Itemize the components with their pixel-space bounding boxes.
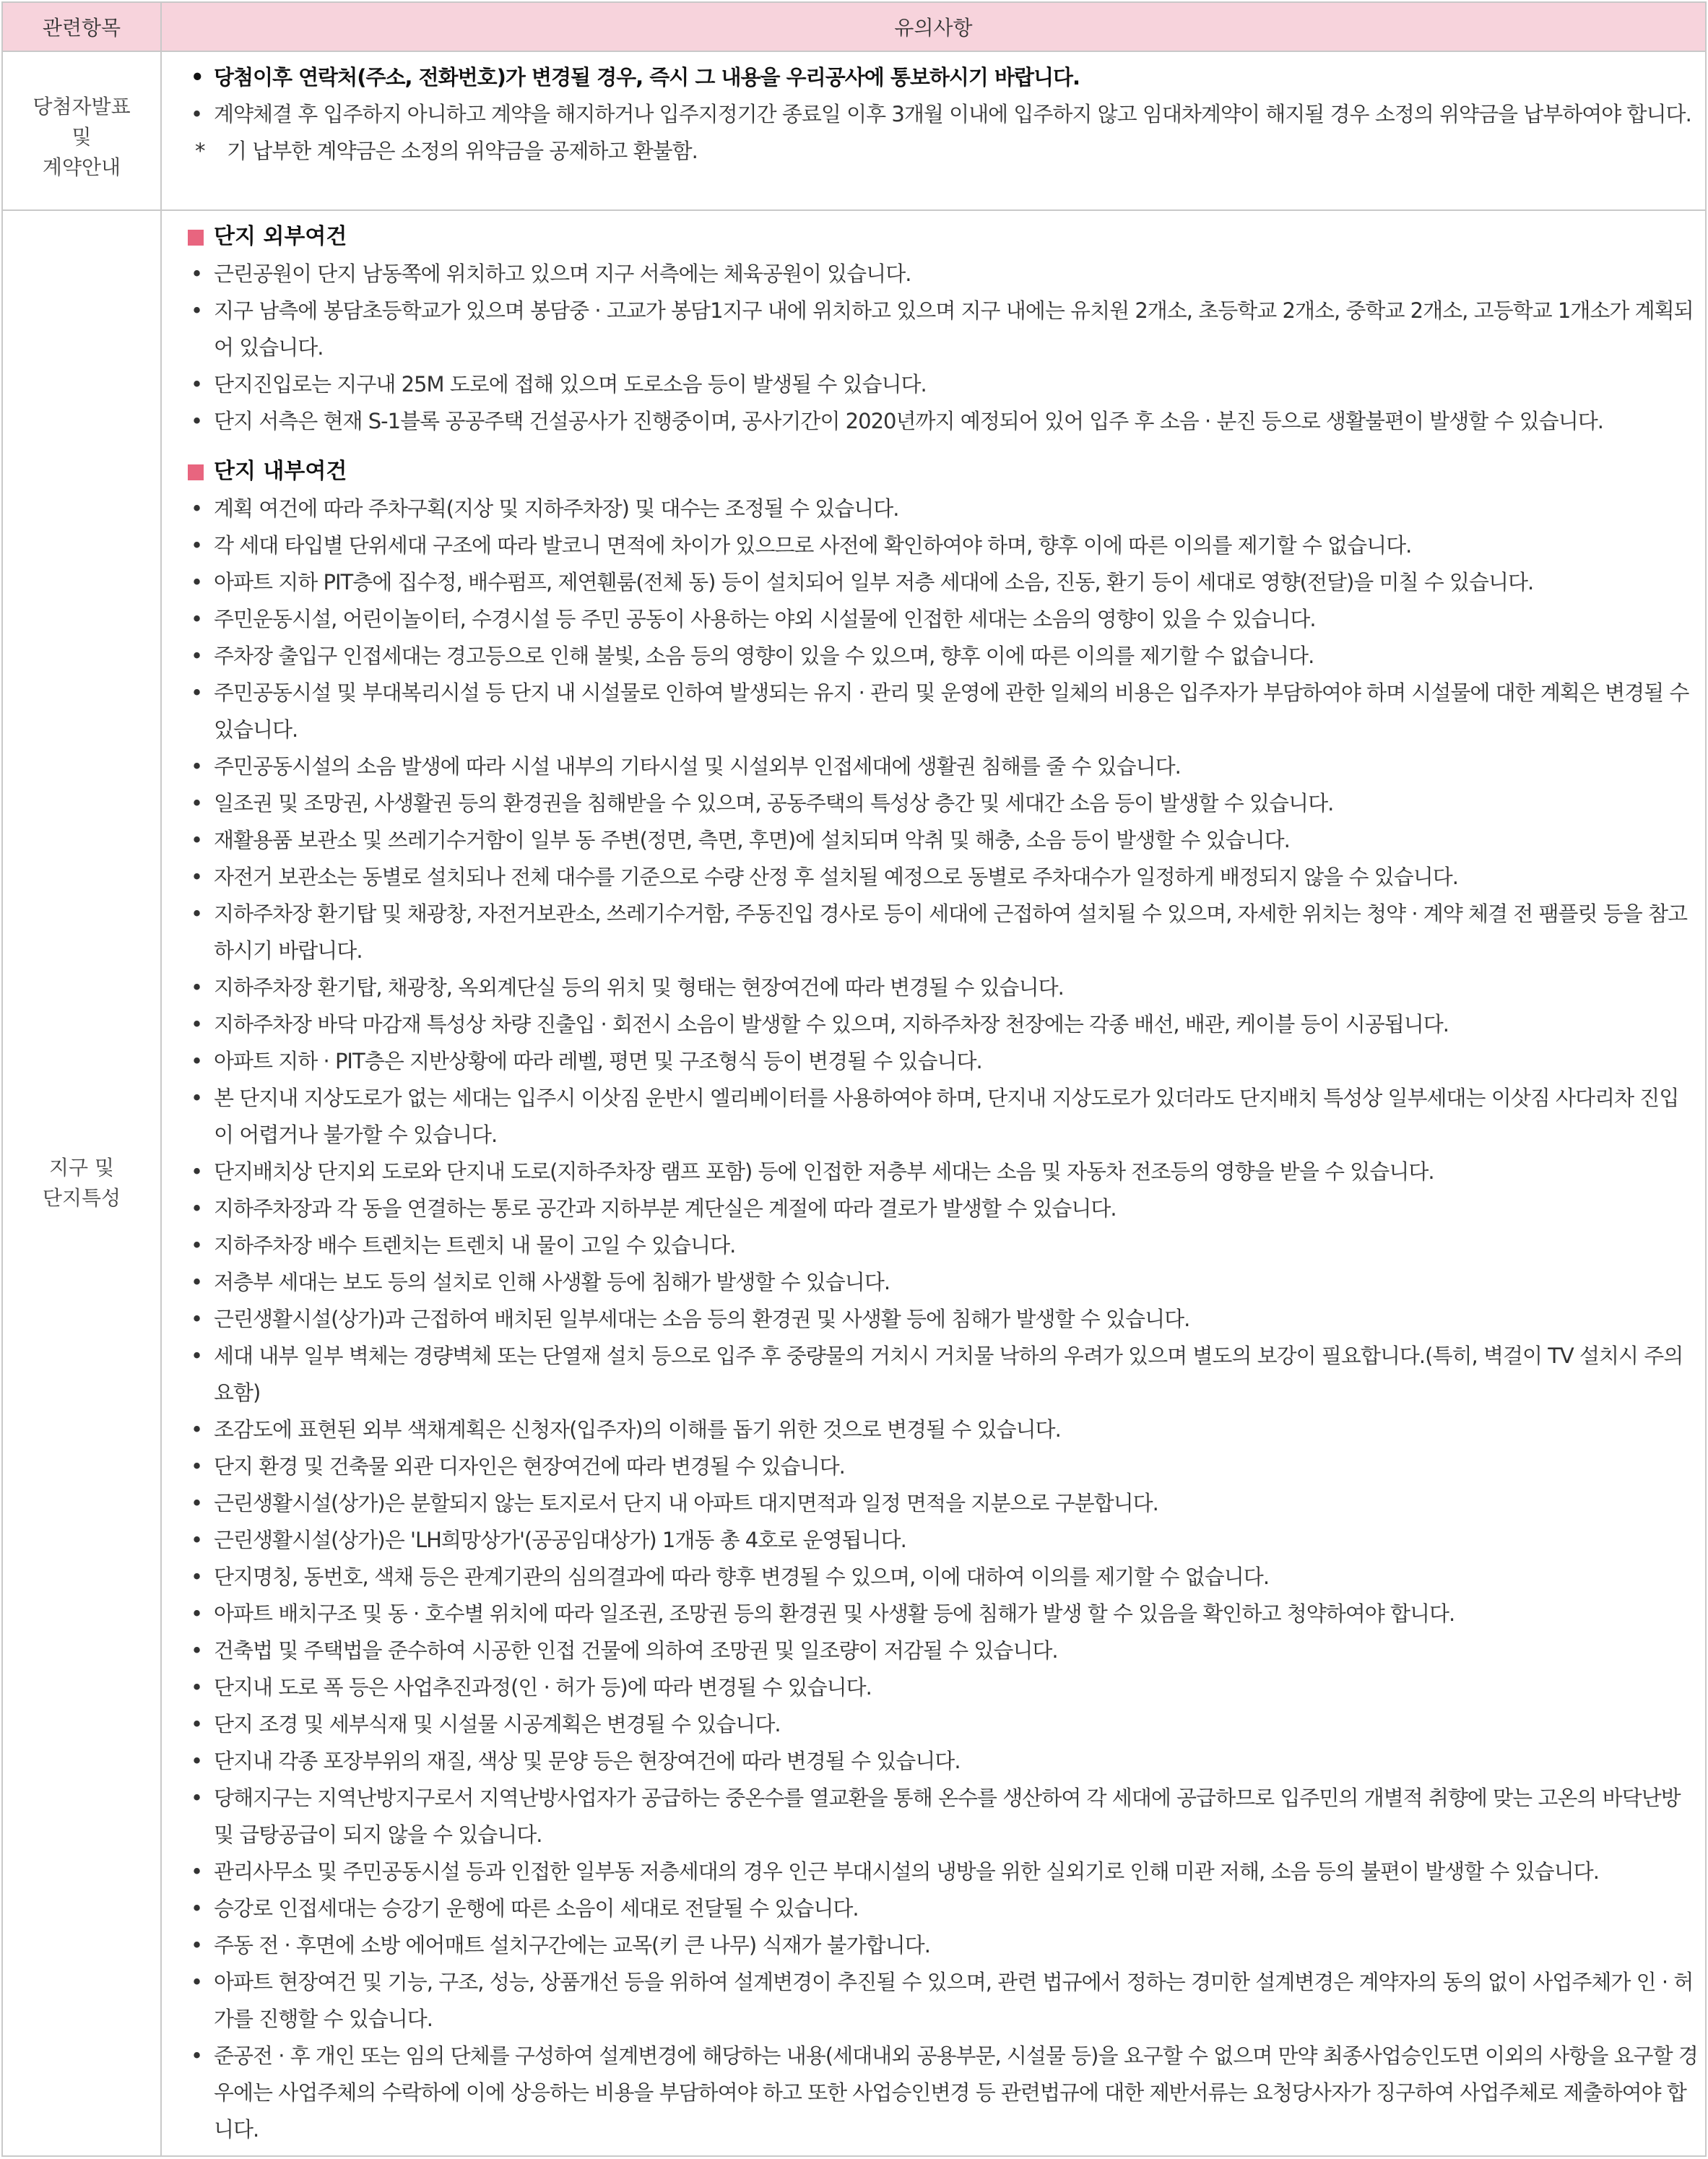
notice-item: • 주차장 출입구 인접세대는 경고등으로 인해 불빛, 소음 등의 영향이 있을 수 있으며, 향후 이에 따른 이의를 제기할 수 없습니다. (162, 638, 1698, 675)
section-heading-internal (162, 453, 1698, 490)
row-site (2, 210, 1706, 2156)
note-text: 기 납부한 계약금은 소정의 위약금을 공제하고 환불함. (227, 139, 698, 163)
header-notes: 유의사항 (161, 2, 1706, 51)
section-title: 단지 내부여건 (214, 459, 347, 484)
notice-item: • 조감도에 표현된 외부 색채계획은 신청자(입주자)의 이해를 돕기 위한 것으로 변경될 수 있습니다. (162, 1411, 1698, 1448)
notice-item: • 단지내 도로 폭 등은 사업추진과정(인 · 허가 등)에 따라 변경될 수 있습니다. (162, 1669, 1698, 1706)
notice-item: • 단지 조경 및 세부식재 및 시설물 시공계획은 변경될 수 있습니다. (162, 1706, 1698, 1743)
section-marker-icon (188, 464, 204, 480)
notice-item: • 건축법 및 주택법을 준수하여 시공한 인접 건물에 의하여 조망권 및 일조량이 저감될 수 있습니다. (162, 1632, 1698, 1669)
internal-conditions-list (162, 490, 1698, 2148)
notice-item: • 단지배치상 단지외 도로와 단지내 도로(지하주차장 램프 포함) 등에 인접한 저층부 세대는 소음 및 자동차 전조등의 영향을 받을 수 있습니다. (162, 1154, 1698, 1190)
notice-item: • 근린생활시설(상가)은 분할되지 않는 토지로서 단지 내 아파트 대지면적과 일정 면적을 지분으로 구분합니다. (162, 1485, 1698, 1522)
notice-item: • 주민운동시설, 어린이놀이터, 수경시설 등 주민 공동이 사용하는 야외 시설물에 인접한 세대는 소음의 영향이 있을 수 있습니다. (162, 601, 1698, 638)
notice-item: • 자전거 보관소는 동별로 설치되나 전체 대수를 기준으로 수량 산정 후 설치될 예정으로 동별로 주차대수가 일정하게 배정되지 않을 수 있습니다. (162, 859, 1698, 896)
notice-item: • 지하주차장 바닥 마감재 특성상 차량 진출입 · 회전시 소음이 발생할 수 있으며, 지하주차장 천장에는 각종 배선, 배관, 케이블 등이 시공됩니다. (162, 1006, 1698, 1043)
notice-item: • 지하주차장과 각 동을 연결하는 통로 공간과 지하부분 계단실은 계절에 따라 결로가 발생할 수 있습니다. (162, 1190, 1698, 1227)
notice-item: • 단지명칭, 동번호, 색채 등은 관계기관의 심의결과에 따라 향후 변경될 수 있으며, 이에 대하여 이의를 제기할 수 없습니다. (162, 1559, 1698, 1596)
notice-item: • 저층부 세대는 보도 등의 설치로 인해 사생활 등에 침해가 발생할 수 있습니다. (162, 1264, 1698, 1301)
notice-item: • 계획 여건에 따라 주차구획(지상 및 지하주차장) 및 대수는 조정될 수 있습니다. (162, 490, 1698, 527)
note-mark: * (195, 139, 205, 163)
notice-item: • 단지 환경 및 건축물 외관 디자인은 현장여건에 따라 변경될 수 있습니다. (162, 1448, 1698, 1485)
notice-item: • 계약체결 후 입주하지 아니하고 계약을 해지하거나 입주지정기간 종료일 이후 3개월 이내에 입주하지 않고 임대차계약이 해지될 경우 소정의 위약금을 납부하여야 합니다. (162, 96, 1698, 133)
notice-item: • 지하주차장 환기탑, 채광창, 옥외계단실 등의 위치 및 형태는 현장여건에 따라 변경될 수 있습니다. (162, 969, 1698, 1006)
section-title: 단지 외부여건 (214, 224, 347, 249)
category-site (2, 210, 161, 2156)
notice-item: • 준공전 · 후 개인 또는 임의 단체를 구성하여 설계변경에 해당하는 내용(세대내외 공용부문, 시설물 등)을 요구할 수 없으며 만약 최종사업승인도면 이외의 사항을 요구할 경우에는 사업주체의 수락하에 이에 상응하는 비용을 부담하여야 하고 또한 사업승인변경 등 관련법규에 대한 제반서류는 요청당사자가 징구하여 사업주체로 제출하여야 합니다. (162, 2038, 1698, 2148)
category-line: 지구 및 (48, 1156, 115, 1180)
header-category: 관련항목 (2, 2, 161, 51)
notice-item: • 주민공동시설의 소음 발생에 따라 시설 내부의 기타시설 및 시설외부 인접세대에 생활권 침해를 줄 수 있습니다. (162, 748, 1698, 785)
notice-item: • 아파트 지하 · PIT층은 지반상황에 따라 레벨, 평면 및 구조형식 등이 변경될 수 있습니다. (162, 1043, 1698, 1080)
notice-item: • 근린생활시설(상가)과 근접하여 배치된 일부세대는 소음 등의 환경권 및 사생활 등에 침해가 발생할 수 있습니다. (162, 1301, 1698, 1338)
notice-item: • 일조권 및 조망권, 사생활권 등의 환경권을 침해받을 수 있으며, 공동주택의 특성상 층간 및 세대간 소음 등이 발생할 수 있습니다. (162, 785, 1698, 822)
notice-table (1, 1, 1707, 2157)
notice-item: • 근린공원이 단지 남동쪽에 위치하고 있으며 지구 서측에는 체육공원이 있습니다. (162, 256, 1698, 293)
notice-item: • 지하주차장 환기탑 및 채광창, 자전거보관소, 쓰레기수거함, 주동진입 경사로 등이 세대에 근접하여 설치될 수 있으며, 자세한 위치는 청약 · 계약 체결 전 팸플릿 등을 참고하시기 바랍니다. (162, 896, 1698, 969)
notes-announcement (161, 51, 1706, 210)
notice-item: • 본 단지내 지상도로가 없는 세대는 입주시 이삿짐 운반시 엘리베이터를 사용하여야 하며, 단지내 지상도로가 있더라도 단지배치 특성상 일부세대는 이삿짐 사다리차 진입이 어렵거나 불가할 수 있습니다. (162, 1080, 1698, 1154)
refund-note (162, 133, 1698, 170)
notice-item: • 당첨이후 연락처(주소, 전화번호)가 변경될 경우, 즉시 그 내용을 우리공사에 통보하시기 바랍니다. (162, 59, 1698, 96)
notice-item: • 관리사무소 및 주민공동시설 등과 인접한 일부동 저층세대의 경우 인근 부대시설의 냉방을 위한 실외기로 인해 미관 저해, 소음 등의 불편이 발생할 수 있습니다. (162, 1853, 1698, 1890)
notice-item: • 각 세대 타입별 단위세대 구조에 따라 발코니 면적에 차이가 있으므로 사전에 확인하여야 하며, 향후 이에 따른 이의를 제기할 수 없습니다. (162, 527, 1698, 564)
announcement-list (162, 59, 1698, 170)
notice-item: • 주동 전 · 후면에 소방 에어매트 설치구간에는 교목(키 큰 나무) 식재가 불가합니다. (162, 1927, 1698, 1964)
notice-item: • 당해지구는 지역난방지구로서 지역난방사업자가 공급하는 중온수를 열교환을 통해 온수를 생산하여 각 세대에 공급하므로 입주민의 개별적 취향에 맞는 고온의 바닥난방 및 급탕공급이 되지 않을 수 있습니다. (162, 1780, 1698, 1853)
category-line: 단지특성 (42, 1186, 121, 1210)
category-announcement (2, 51, 161, 210)
notice-item: • 재활용품 보관소 및 쓰레기수거함이 일부 동 주변(정면, 측면, 후면)에 설치되며 악취 및 해충, 소음 등이 발생할 수 있습니다. (162, 822, 1698, 859)
notice-item: • 지하주차장 배수 트렌치는 트렌치 내 물이 고일 수 있습니다. (162, 1227, 1698, 1264)
notice-item: • 아파트 현장여건 및 기능, 구조, 성능, 상품개선 등을 위하여 설계변경이 추진될 수 있으며, 관련 법규에서 정하는 경미한 설계변경은 계약자의 동의 없이 사업주체가 인 · 허가를 진행할 수 있습니다. (162, 1964, 1698, 2038)
notice-item: • 단지내 각종 포장부위의 재질, 색상 및 문양 등은 현장여건에 따라 변경될 수 있습니다. (162, 1743, 1698, 1780)
notice-item: • 주민공동시설 및 부대복리시설 등 단지 내 시설물로 인하여 발생되는 유지 · 관리 및 운영에 관한 일체의 비용은 입주자가 부담하여야 하며 시설물에 대한 계획은 변경될 수 있습니다. (162, 675, 1698, 748)
notice-item: • 단지진입로는 지구내 25M 도로에 접해 있으며 도로소음 등이 발생될 수 있습니다. (162, 366, 1698, 403)
category-line: 계약안내 (42, 155, 121, 179)
section-heading-external (162, 218, 1698, 256)
row-announcement (2, 51, 1706, 210)
category-line: 당첨자발표 (32, 94, 131, 118)
external-conditions-list (162, 256, 1698, 440)
notice-item: • 단지 서측은 현재 S-1블록 공공주택 건설공사가 진행중이며, 공사기간이 2020년까지 예정되어 있어 입주 후 소음 · 분진 등으로 생활불편이 발생할 수 있습니다. (162, 403, 1698, 440)
category-line: 및 (71, 124, 92, 149)
notice-item: • 지구 남측에 봉담초등학교가 있으며 봉담중 · 고교가 봉담1지구 내에 위치하고 있으며 지구 내에는 유치원 2개소, 초등학교 2개소, 중학교 2개소, 고등학교 1개소가 계획되어 있습니다. (162, 293, 1698, 366)
notice-item: • 아파트 지하 PIT층에 집수정, 배수펌프, 제연휀룸(전체 동) 등이 설치되어 일부 저층 세대에 소음, 진동, 환기 등이 세대로 영향(전달)을 미칠 수 있습니다. (162, 564, 1698, 601)
notes-site (161, 210, 1706, 2156)
notice-item: • 세대 내부 일부 벽체는 경량벽체 또는 단열재 설치 등으로 입주 후 중량물의 거치시 거치물 낙하의 우려가 있으며 별도의 보강이 필요합니다.(특히, 벽걸이 TV 설치시 주의 요함) (162, 1338, 1698, 1411)
section-marker-icon (188, 230, 204, 246)
notice-item: • 아파트 배치구조 및 동 · 호수별 위치에 따라 일조권, 조망권 등의 환경권 및 사생활 등에 침해가 발생 할 수 있음을 확인하고 청약하여야 합니다. (162, 1596, 1698, 1632)
notice-item: • 승강로 인접세대는 승강기 운행에 따른 소음이 세대로 전달될 수 있습니다. (162, 1890, 1698, 1927)
notice-item: • 근린생활시설(상가)은 'LH희망상가'(공공임대상가) 1개동 총 4호로 운영됩니다. (162, 1522, 1698, 1559)
header-row (2, 2, 1706, 51)
